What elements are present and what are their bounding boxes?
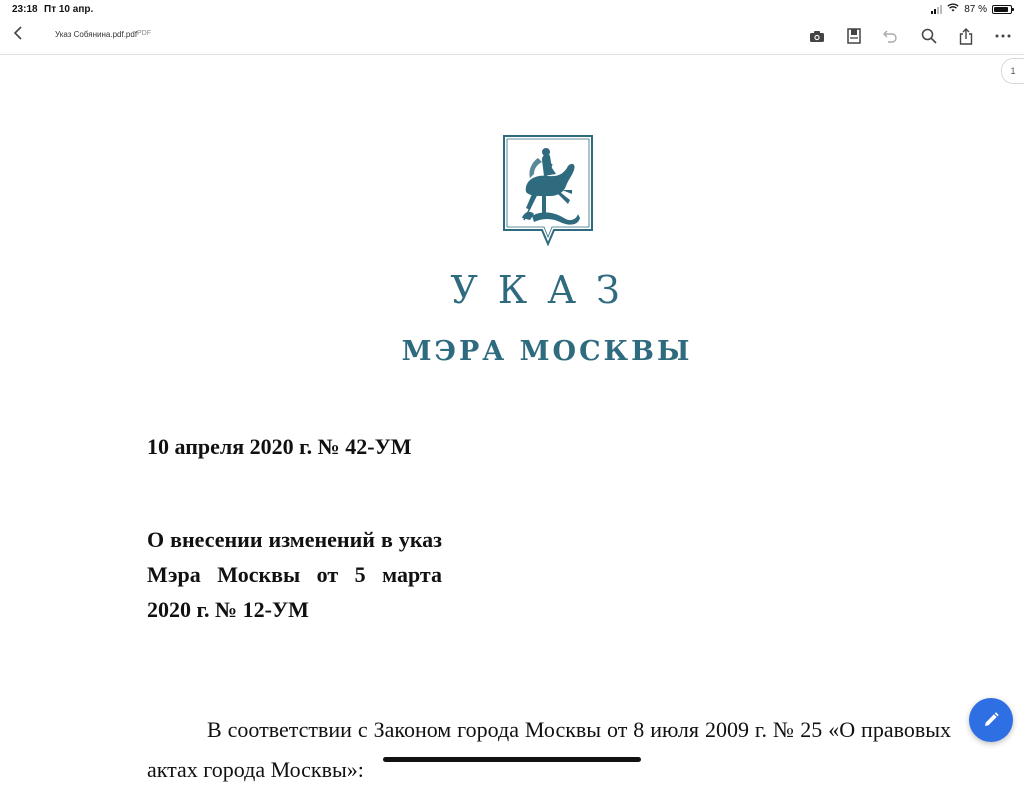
search-icon[interactable] xyxy=(918,25,940,47)
share-icon[interactable] xyxy=(955,25,977,47)
wifi-icon xyxy=(947,3,959,15)
camera-icon[interactable] xyxy=(806,25,828,47)
pencil-icon[interactable] xyxy=(969,698,1013,742)
status-bar xyxy=(0,0,1024,18)
page-indicator[interactable]: 1 xyxy=(1001,58,1024,84)
bookmark-icon[interactable] xyxy=(843,25,865,47)
battery-icon xyxy=(992,5,1012,14)
toolbar xyxy=(0,18,1024,55)
document-paragraph: В соответствии с Законом города Москвы от 8 июля 2009 г. № 25 «О правовых актах города Москвы»: xyxy=(147,717,951,782)
document-heading: УКАЗ xyxy=(450,268,640,312)
moscow-coat-of-arms-emblem xyxy=(502,134,594,246)
document-subject: О внесении изменений в указ Мэра Москвы от 5 марта 2020 г. № 12-УМ xyxy=(147,527,442,622)
more-icon[interactable] xyxy=(992,25,1014,47)
status-time: 23:18 xyxy=(12,4,38,15)
undo-icon[interactable] xyxy=(880,25,902,47)
document-subheading: МЭРА МОСКВЫ xyxy=(401,336,693,367)
status-date: Пт 10 апр. xyxy=(44,4,94,15)
signal-icon xyxy=(931,5,942,14)
file-name: Указ Собянина.pdf.pdf xyxy=(55,30,138,39)
home-indicator[interactable] xyxy=(383,757,641,762)
status-right xyxy=(931,3,1012,15)
battery-percent: 87 % xyxy=(964,3,987,15)
file-type: PDF xyxy=(137,30,151,37)
document-date-number: 10 апреля 2020 г. № 42-УМ xyxy=(147,434,412,459)
back-icon[interactable] xyxy=(8,24,28,46)
